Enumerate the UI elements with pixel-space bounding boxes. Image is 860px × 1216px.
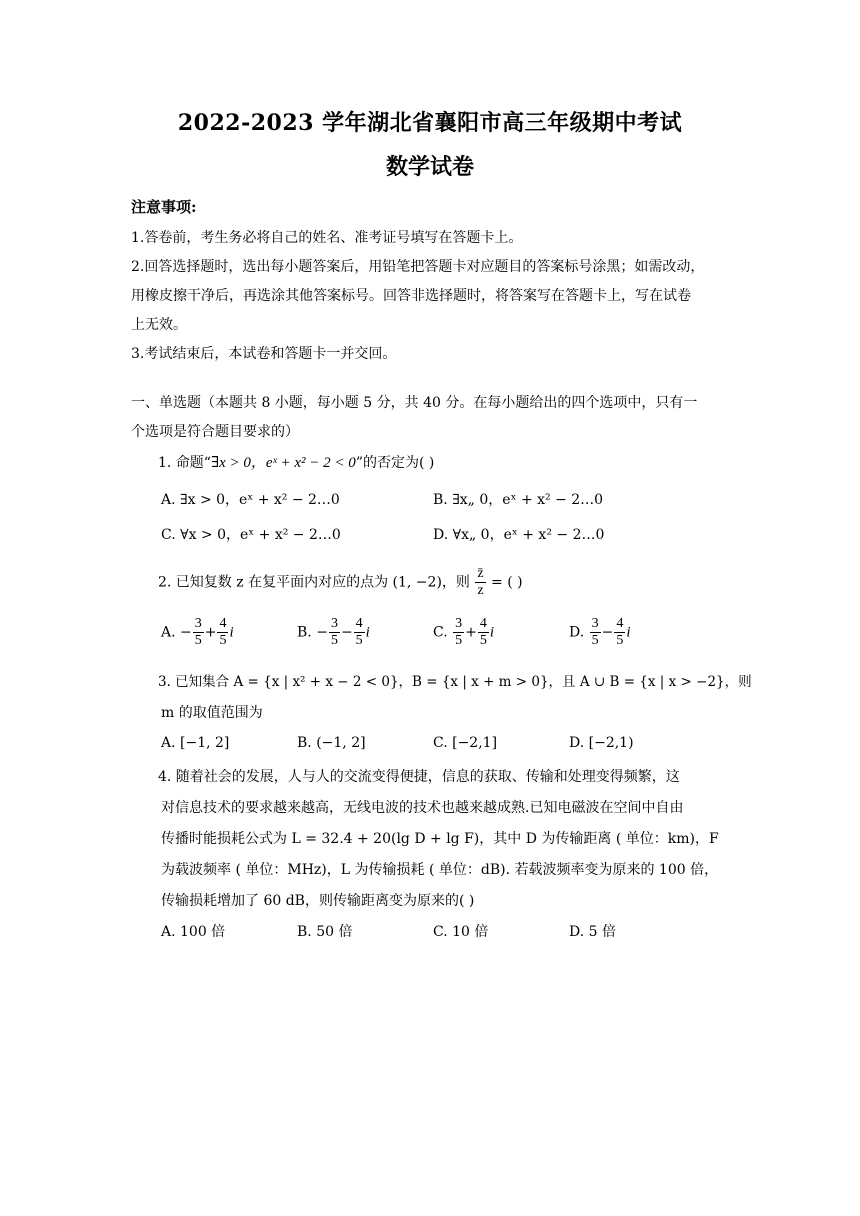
question-3-stem: 3. 已知集合 A = {x | x² + x − 2 < 0}，B = {x | x + m > 0}，且 A ∪ B = {x | x > −2}，则 [158,674,752,690]
question-4-line-3: 传播时能损耗公式为 L = 32.4 + 20(lg D + lg F)，其中 D 为传输距离 ( 单位：km)，F [161,831,719,847]
q2-d-d1: 5 [591,633,599,648]
q3-option-c: C. [−2,1] [433,735,498,751]
q2-d-i: i [626,624,631,641]
q2-a-d1: 5 [194,633,202,648]
page-title: 2022-2023 学年湖北省襄阳市高三年级期中考试 [177,110,683,136]
q2-b-d2: 5 [355,633,363,648]
question-3-stem-2: m 的取值范围为 [161,705,263,721]
q3-option-b: B. (−1, 2] [297,735,366,751]
q4-option-d: D. 5 倍 [569,924,616,940]
q2-frac-den: z [477,583,484,598]
q2-a-frac2 [217,616,228,649]
q1-option-c: C. ∀x > 0，eˣ + x² − 2…0 [161,527,341,543]
q1-stem-math: ∃x > 0，eˣ + x² − 2 < 0 [210,455,356,471]
q1-option-a: A. ∃x > 0，eˣ + x² − 2…0 [161,492,340,508]
q2-stem-fraction [475,566,485,599]
q2-stem-prefix: 2. 已知复数 z 在复平面内对应的点为 (1, −2)，则 [158,574,470,591]
q3-option-d: D. [−2,1) [569,735,634,751]
q2-d-op: − [601,624,614,641]
q2-a-n2: 4 [219,616,227,631]
q2-frac-num: z̄ [477,566,484,581]
question-2-stem [158,566,523,599]
q2-stem-suffix: = ( ) [491,574,523,591]
section-heading-line-2: 个选项是符合题目要求的） [131,424,299,440]
note-line-2: 2.回答选择题时，选出每小题答案后，用铅笔把答题卡对应题目的答案标号涂黑；如需改动， [131,259,705,275]
q2-a-op: + [204,624,217,641]
q2-c-frac2 [478,616,489,649]
q2-d-label: D. [569,624,585,641]
section-heading-line-1: 一、单选题（本题共 8 小题，每小题 5 分，共 40 分。在每小题给出的四个选项中，只有一 [131,395,698,411]
q2-c-op: + [465,624,477,641]
q2-option-c [433,616,494,649]
q2-c-label: C. [433,624,448,641]
notes-heading: 注意事项: [131,198,197,216]
q2-d-d2: 5 [616,633,624,648]
q2-c-d1: 5 [455,633,463,648]
q2-c-d2: 5 [479,633,487,648]
q2-c-n1: 3 [455,616,463,631]
q1-stem-prefix: 1. 命题“ [158,455,211,471]
note-line-4: 上无效。 [131,317,187,333]
q2-b-n1: 3 [330,616,338,631]
q2-d-frac2 [614,616,625,649]
q4-option-a: A. 100 倍 [161,924,226,940]
q2-a-sign: − [180,624,192,641]
q4-option-c: C. 10 倍 [433,924,489,940]
q2-option-a [161,616,234,649]
note-line-1: 1.答卷前，考生务必将自己的姓名、准考证号填写在答题卡上。 [131,230,523,246]
q2-d-frac1 [590,616,601,649]
note-line-3: 用橡皮擦干净后，再选涂其他答案标号。回答非选择题时，将答案写在答题卡上，写在试卷 [131,288,691,304]
q2-option-d [569,616,631,649]
question-4-line-1: 4. 随着社会的发展，人与人的交流变得便捷，信息的获取、传输和处理变得频繁，这 [158,769,680,785]
q2-b-op: − [340,624,353,641]
q2-a-d2: 5 [219,633,227,648]
q2-b-n2: 4 [355,616,363,631]
q2-b-label: B. [297,624,312,641]
q1-option-b: B. ∃x„ 0，eˣ + x² − 2…0 [433,492,604,508]
q1-stem-suffix: ”的否定为( ) [355,455,435,471]
q2-b-sign: − [316,624,328,641]
q2-a-i: i [229,624,234,641]
q1-option-d: D. ∀x„ 0，eˣ + x² − 2…0 [433,527,605,543]
q4-option-b: B. 50 倍 [297,924,353,940]
q2-d-n2: 4 [616,616,624,631]
q2-c-frac1 [453,616,464,649]
q2-b-d1: 5 [330,633,338,648]
q2-b-frac2 [354,616,365,649]
note-line-5: 3.考试结束后，本试卷和答题卡一并交回。 [131,346,397,362]
question-4-line-5: 传输损耗增加了 60 dB，则传输距离变为原来的( ) [161,893,475,909]
q2-b-i: i [365,624,370,641]
q2-c-n2: 4 [479,616,487,631]
q2-d-n1: 3 [591,616,599,631]
q3-option-a: A. [−1, 2] [161,735,230,751]
q2-a-n1: 3 [194,616,202,631]
q2-a-frac1 [193,616,204,649]
question-4-line-2: 对信息技术的要求越来越高，无线电波的技术也越来越成熟.已知电磁波在空间中自由 [161,800,684,816]
q2-option-b [297,616,370,649]
page-subtitle: 数学试卷 [385,154,474,180]
question-4-line-4: 为载波频率 ( 单位：MHz)，L 为传输损耗 ( 单位：dB). 若载波频率变为原来的 100 倍， [161,862,719,878]
question-1-stem [158,453,434,473]
q2-b-frac1 [329,616,340,649]
q2-a-label: A. [161,624,176,641]
q2-c-i: i [489,624,495,641]
